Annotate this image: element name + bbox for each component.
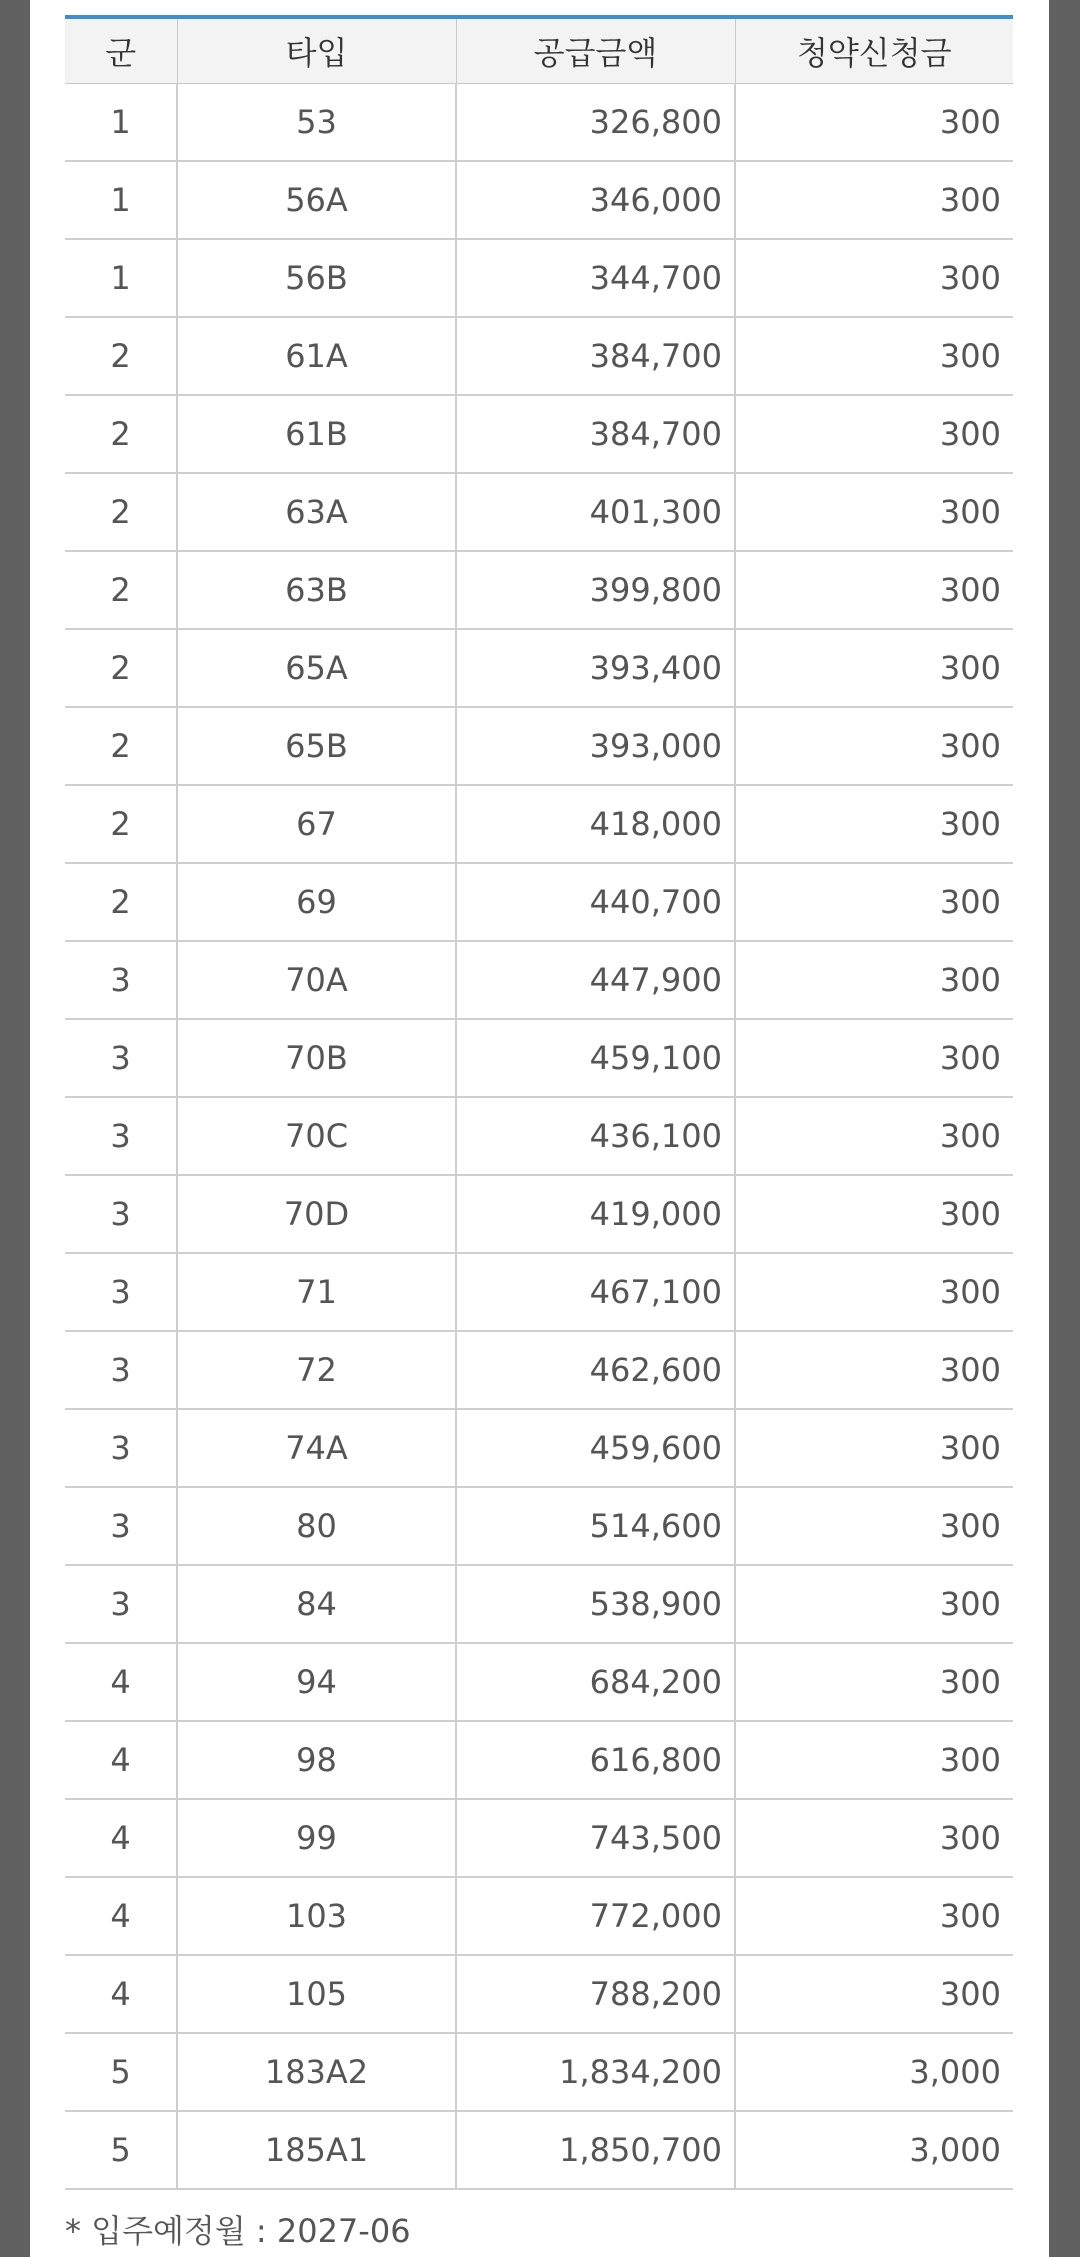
group-cell: 5 (65, 2033, 177, 2111)
table-row (65, 83, 1013, 161)
group-cell: 1 (65, 239, 177, 317)
group-cell: 3 (65, 1019, 177, 1097)
group-cell: 2 (65, 707, 177, 785)
table-row (65, 629, 1013, 707)
table-row (65, 395, 1013, 473)
supply-price-cell: 462,600 (456, 1331, 735, 1409)
group-cell: 2 (65, 395, 177, 473)
table-row (65, 2033, 1013, 2111)
supply-price-cell: 684,200 (456, 1643, 735, 1721)
type-cell: 94 (177, 1643, 456, 1721)
group-cell: 3 (65, 1175, 177, 1253)
subscription-fee-cell: 300 (735, 395, 1013, 473)
subscription-fee-cell: 300 (735, 1721, 1013, 1799)
type-cell: 80 (177, 1487, 456, 1565)
supply-price-cell: 344,700 (456, 239, 735, 317)
table-row (65, 1097, 1013, 1175)
type-cell: 63A (177, 473, 456, 551)
subscription-fee-cell: 300 (735, 1487, 1013, 1565)
table-row (65, 473, 1013, 551)
supply-price-cell: 772,000 (456, 1877, 735, 1955)
table-row (65, 317, 1013, 395)
group-cell: 3 (65, 1253, 177, 1331)
subscription-fee-cell: 300 (735, 941, 1013, 1019)
subscription-fee-cell: 300 (735, 1955, 1013, 2033)
move-in-date-note: * 입주예정월 : 2027-06 (65, 2212, 411, 2250)
table-row (65, 1019, 1013, 1097)
table-row (65, 1799, 1013, 1877)
supply-price-cell: 514,600 (456, 1487, 735, 1565)
supply-price-cell: 399,800 (456, 551, 735, 629)
type-cell: 74A (177, 1409, 456, 1487)
group-cell: 2 (65, 551, 177, 629)
supply-price-cell: 447,900 (456, 941, 735, 1019)
type-cell: 98 (177, 1721, 456, 1799)
subscription-fee-cell: 3,000 (735, 2033, 1013, 2111)
type-cell: 63B (177, 551, 456, 629)
type-cell: 69 (177, 863, 456, 941)
table-row (65, 551, 1013, 629)
table-header-row (65, 17, 1013, 83)
subscription-fee-cell: 300 (735, 1097, 1013, 1175)
supply-price-cell: 538,900 (456, 1565, 735, 1643)
group-cell: 3 (65, 1565, 177, 1643)
subscription-fee-cell: 300 (735, 1331, 1013, 1409)
table-row (65, 1721, 1013, 1799)
table-row (65, 1331, 1013, 1409)
type-cell: 61B (177, 395, 456, 473)
supply-price-cell: 1,850,700 (456, 2111, 735, 2189)
column-header-subscription-fee: 청약신청금 (735, 17, 1013, 83)
type-cell: 70C (177, 1097, 456, 1175)
table-row (65, 239, 1013, 317)
subscription-fee-cell: 300 (735, 1409, 1013, 1487)
group-cell: 4 (65, 1955, 177, 2033)
group-cell: 2 (65, 317, 177, 395)
table-row (65, 1487, 1013, 1565)
group-cell: 2 (65, 785, 177, 863)
group-cell: 2 (65, 473, 177, 551)
subscription-fee-cell: 300 (735, 1565, 1013, 1643)
type-cell: 70B (177, 1019, 456, 1097)
group-cell: 1 (65, 83, 177, 161)
type-cell: 183A2 (177, 2033, 456, 2111)
group-cell: 1 (65, 161, 177, 239)
type-cell: 65A (177, 629, 456, 707)
table-row (65, 1175, 1013, 1253)
supply-price-cell: 788,200 (456, 1955, 735, 2033)
type-cell: 67 (177, 785, 456, 863)
supply-price-cell: 393,400 (456, 629, 735, 707)
type-cell: 61A (177, 317, 456, 395)
table-row (65, 2111, 1013, 2189)
type-cell: 70A (177, 941, 456, 1019)
type-cell: 103 (177, 1877, 456, 1955)
subscription-fee-cell: 300 (735, 785, 1013, 863)
subscription-fee-cell: 300 (735, 317, 1013, 395)
table-row (65, 1565, 1013, 1643)
supply-price-cell: 743,500 (456, 1799, 735, 1877)
table-row (65, 785, 1013, 863)
type-cell: 105 (177, 1955, 456, 2033)
subscription-fee-cell: 300 (735, 1877, 1013, 1955)
type-cell: 84 (177, 1565, 456, 1643)
column-header-type: 타입 (177, 17, 456, 83)
table-row (65, 1409, 1013, 1487)
column-header-supply-price: 공급금액 (456, 17, 735, 83)
group-cell: 3 (65, 941, 177, 1019)
group-cell: 4 (65, 1643, 177, 1721)
table-row (65, 941, 1013, 1019)
subscription-fee-cell: 300 (735, 161, 1013, 239)
supply-price-cell: 418,000 (456, 785, 735, 863)
supply-price-cell: 467,100 (456, 1253, 735, 1331)
type-cell: 185A1 (177, 2111, 456, 2189)
supply-price-cell: 393,000 (456, 707, 735, 785)
subscription-fee-cell: 300 (735, 863, 1013, 941)
group-cell: 5 (65, 2111, 177, 2189)
supply-price-cell: 436,100 (456, 1097, 735, 1175)
group-cell: 4 (65, 1799, 177, 1877)
supply-price-cell: 1,834,200 (456, 2033, 735, 2111)
group-cell: 3 (65, 1409, 177, 1487)
type-cell: 56A (177, 161, 456, 239)
supply-price-cell: 384,700 (456, 395, 735, 473)
table-row (65, 161, 1013, 239)
group-cell: 3 (65, 1097, 177, 1175)
type-cell: 56B (177, 239, 456, 317)
supply-price-cell: 384,700 (456, 317, 735, 395)
subscription-fee-cell: 300 (735, 629, 1013, 707)
subscription-fee-cell: 300 (735, 239, 1013, 317)
table-row (65, 1643, 1013, 1721)
group-cell: 3 (65, 1331, 177, 1409)
subscription-fee-cell: 300 (735, 1019, 1013, 1097)
type-cell: 99 (177, 1799, 456, 1877)
table-body (65, 83, 1013, 2189)
subscription-fee-cell: 300 (735, 1799, 1013, 1877)
supply-price-table (65, 15, 1013, 2190)
type-cell: 65B (177, 707, 456, 785)
subscription-fee-cell: 300 (735, 473, 1013, 551)
group-cell: 2 (65, 863, 177, 941)
supply-price-cell: 440,700 (456, 863, 735, 941)
subscription-fee-cell: 300 (735, 707, 1013, 785)
group-cell: 2 (65, 629, 177, 707)
supply-price-cell: 459,100 (456, 1019, 735, 1097)
supply-price-cell: 419,000 (456, 1175, 735, 1253)
group-cell: 4 (65, 1721, 177, 1799)
supply-price-cell: 401,300 (456, 473, 735, 551)
supply-price-cell: 326,800 (456, 83, 735, 161)
table-row (65, 707, 1013, 785)
table-row (65, 1955, 1013, 2033)
subscription-fee-cell: 300 (735, 1253, 1013, 1331)
type-cell: 53 (177, 83, 456, 161)
type-cell: 70D (177, 1175, 456, 1253)
supply-price-cell: 346,000 (456, 161, 735, 239)
table-row (65, 1253, 1013, 1331)
supply-price-cell: 616,800 (456, 1721, 735, 1799)
group-cell: 4 (65, 1877, 177, 1955)
type-cell: 72 (177, 1331, 456, 1409)
subscription-fee-cell: 300 (735, 1175, 1013, 1253)
group-cell: 3 (65, 1487, 177, 1565)
table-row (65, 1877, 1013, 1955)
content-panel (30, 0, 1049, 2257)
supply-price-cell: 459,600 (456, 1409, 735, 1487)
subscription-fee-cell: 3,000 (735, 2111, 1013, 2189)
type-cell: 71 (177, 1253, 456, 1331)
subscription-fee-cell: 300 (735, 551, 1013, 629)
column-header-group: 군 (65, 17, 177, 83)
subscription-fee-cell: 300 (735, 83, 1013, 161)
subscription-fee-cell: 300 (735, 1643, 1013, 1721)
table-row (65, 863, 1013, 941)
